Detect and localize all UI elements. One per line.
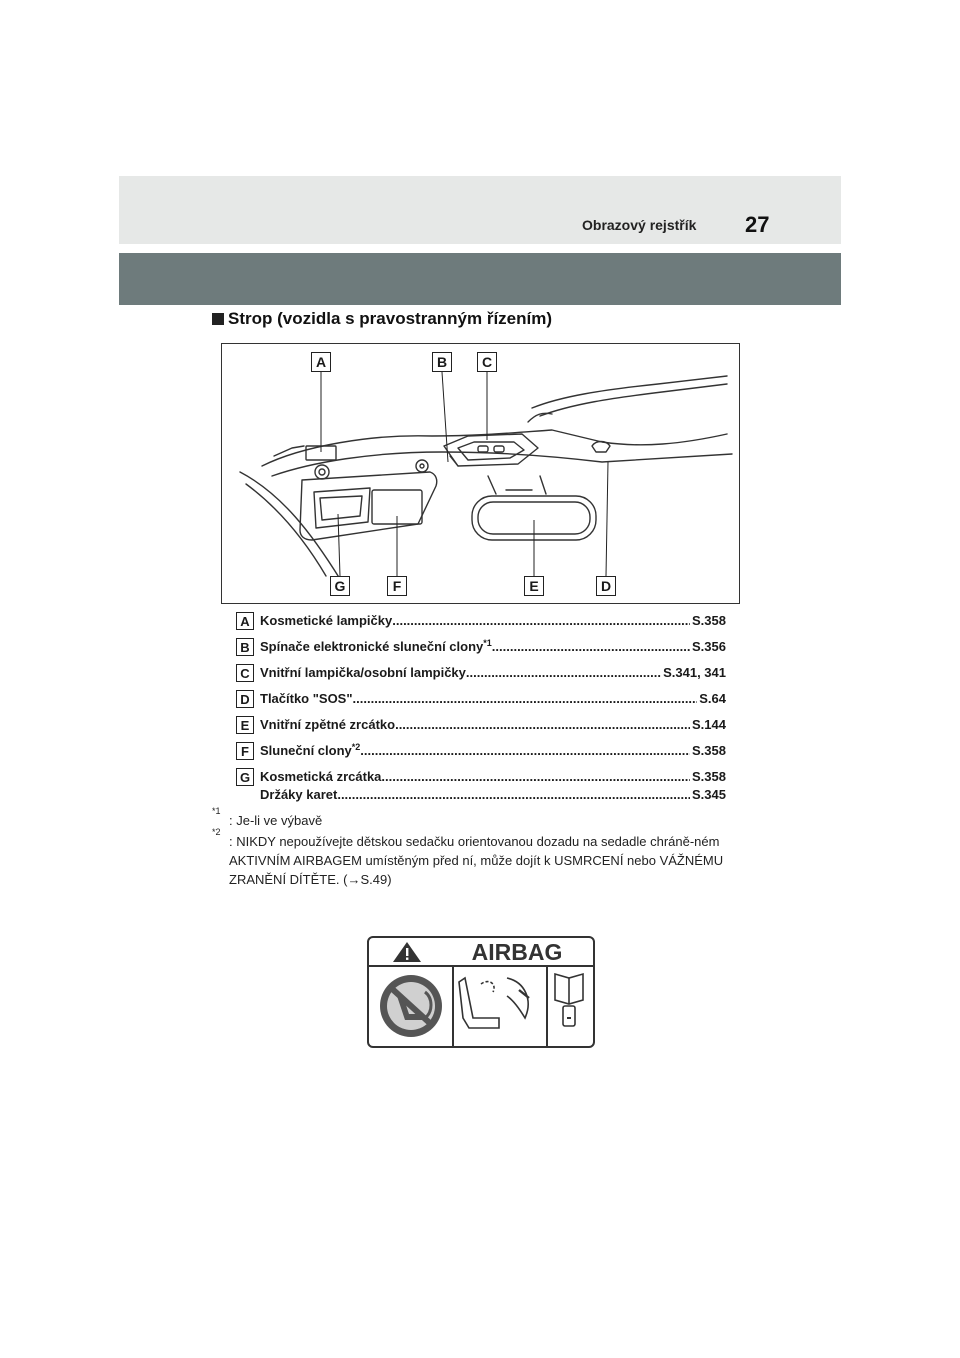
sos-button xyxy=(592,442,610,453)
legend-label: Kosmetická zrcátka xyxy=(260,769,382,784)
legend-row xyxy=(236,716,726,736)
legend-row xyxy=(236,786,726,806)
footnote: *2 : NIKDY nepoužívejte dětskou sedačku orientovanou dozadu na sedadle chráně-ném AKTIVNÍM AIRBAGEM umístěným před ní, může dojít k USMRCENÍ nebo VÁŽNÉMU ZRANĚNÍ DÍTĚTE. (→S.49) xyxy=(212,832,752,892)
footnote-text: : NIKDY nepoužívejte dětskou sedačku orientovanou dozadu na sedadle chráně-ném AKTIVNÍM AIRBAGEM umístěným před ní, může dojít k USMRCENÍ nebo VÁŽNÉMU ZRANĚNÍ DÍTĚTE. (→S.49) xyxy=(229,834,724,887)
header-section-title: Obrazový rejstřík xyxy=(582,217,697,233)
ceiling-illustration xyxy=(222,344,739,603)
callout-f: F xyxy=(387,576,407,596)
ceiling-figure xyxy=(221,343,740,604)
legend-page[interactable]: S.358 xyxy=(692,743,726,758)
page-header xyxy=(119,176,841,244)
page-number: 27 xyxy=(745,212,770,237)
legend-label: Spínače elektronické sluneční clony xyxy=(260,639,484,654)
airbag-title: AIRBAG xyxy=(471,939,563,965)
sunroof-frame-inner xyxy=(540,384,727,416)
no-rear-facing-seat-icon xyxy=(380,975,442,1037)
legend-letter: B xyxy=(236,638,254,656)
footnote: *1 : Je-li ve výbavě xyxy=(212,811,752,831)
legend-page[interactable]: S.341, 341 xyxy=(663,665,726,680)
section-title-text: Strop (vozidla s pravostranným řízením) xyxy=(228,309,553,328)
legend-page[interactable]: S.356 xyxy=(692,639,726,654)
callout-g: G xyxy=(330,576,350,596)
legend-letter: F xyxy=(236,742,254,760)
footnote-text: : Je-li ve výbavě xyxy=(229,813,323,828)
legend-row xyxy=(236,768,726,788)
legend-row xyxy=(236,612,726,632)
square-bullet-icon xyxy=(212,313,224,325)
callout-a: A xyxy=(311,352,331,372)
legend-label: Vnitřní lampička/osobní lampičky xyxy=(260,665,466,680)
callout-c: C xyxy=(477,352,497,372)
airbag-warning-label xyxy=(367,936,595,1048)
legend-row xyxy=(236,742,726,762)
legend-label: Kosmetické lampičky xyxy=(260,613,393,628)
legend-letter: E xyxy=(236,716,254,734)
callout-b: B xyxy=(432,352,452,372)
legend-label: Tlačítko "SOS" xyxy=(260,691,353,706)
airbag-label-art xyxy=(369,938,593,1046)
callout-e: E xyxy=(524,576,544,596)
legend-row xyxy=(236,690,726,710)
legend-label: Vnitřní zpětné zrcátko xyxy=(260,717,396,732)
footnote-ref: *2 xyxy=(351,743,361,752)
legend-letter: D xyxy=(236,690,254,708)
legend-row xyxy=(236,664,726,684)
legend-page[interactable]: S.358 xyxy=(692,769,726,784)
section-title xyxy=(212,309,552,329)
legend-letter: A xyxy=(236,612,254,630)
warning-triangle-icon xyxy=(393,942,421,962)
sunroof-frame xyxy=(532,376,727,408)
legend-page[interactable]: S.64 xyxy=(699,691,726,706)
legend-page[interactable]: S.144 xyxy=(692,717,726,732)
legend-page[interactable]: S.345 xyxy=(692,787,726,802)
legend-row xyxy=(236,638,726,658)
footnote-ref: *1 xyxy=(483,639,492,648)
callout-d: D xyxy=(596,576,616,596)
seat-airbag-icon xyxy=(459,978,529,1028)
legend-label: Sluneční clony xyxy=(260,743,352,758)
header-band xyxy=(119,253,841,305)
manual-book-icon xyxy=(555,974,583,1026)
legend-letter: G xyxy=(236,768,254,786)
legend-page[interactable]: S.358 xyxy=(692,613,726,628)
legend-letter: C xyxy=(236,664,254,682)
legend-label: Držáky karet xyxy=(260,787,338,802)
